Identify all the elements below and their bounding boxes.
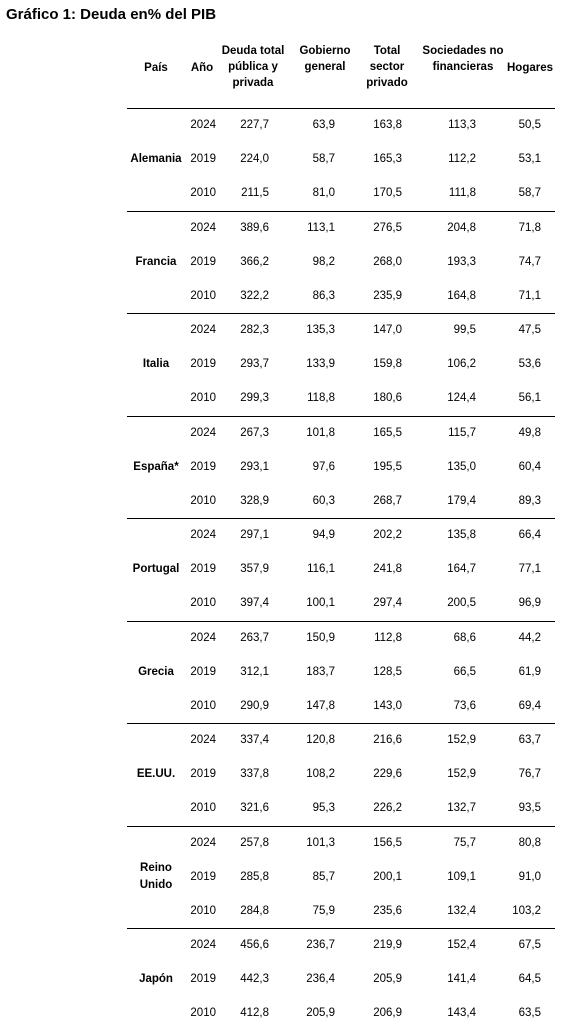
year-cell: 2010 bbox=[190, 700, 216, 712]
value-cell: 109,1 bbox=[447, 871, 476, 883]
value-cell: 285,8 bbox=[240, 871, 269, 883]
value-cell: 112,8 bbox=[374, 632, 402, 644]
value-cell: 135,0 bbox=[447, 461, 476, 473]
value-cell: 312,1 bbox=[240, 666, 269, 678]
year-cell: 2019 bbox=[190, 666, 216, 678]
value-cell: 100,1 bbox=[306, 597, 335, 609]
year-cell: 2010 bbox=[190, 495, 216, 507]
value-cell: 85,7 bbox=[312, 871, 335, 883]
value-cell: 150,9 bbox=[306, 632, 335, 644]
group-divider bbox=[127, 826, 555, 827]
year-cell: 2024 bbox=[190, 427, 216, 439]
value-cell: 58,7 bbox=[518, 187, 541, 199]
column-header-line: financieras bbox=[432, 61, 494, 73]
year-cell: 2010 bbox=[190, 802, 216, 814]
value-cell: 195,5 bbox=[373, 461, 402, 473]
year-cell: 2010 bbox=[190, 187, 216, 199]
year-cell: 2024 bbox=[190, 632, 216, 644]
value-cell: 267,3 bbox=[240, 427, 269, 439]
value-cell: 106,2 bbox=[447, 358, 476, 370]
value-cell: 53,6 bbox=[518, 358, 541, 370]
value-cell: 164,7 bbox=[447, 563, 476, 575]
value-cell: 366,2 bbox=[240, 256, 269, 268]
value-cell: 235,9 bbox=[373, 290, 402, 302]
value-cell: 412,8 bbox=[240, 1007, 269, 1019]
country-label: Portugal bbox=[132, 563, 180, 575]
value-cell: 58,7 bbox=[312, 153, 335, 165]
group-divider bbox=[127, 928, 555, 929]
value-cell: 63,7 bbox=[518, 734, 541, 746]
year-cell: 2019 bbox=[190, 563, 216, 575]
value-cell: 328,9 bbox=[240, 495, 269, 507]
year-cell: 2024 bbox=[190, 222, 216, 234]
value-cell: 128,5 bbox=[373, 666, 402, 678]
value-cell: 268,7 bbox=[373, 495, 402, 507]
value-cell: 205,9 bbox=[306, 1007, 335, 1019]
value-cell: 165,3 bbox=[373, 153, 402, 165]
value-cell: 290,9 bbox=[240, 700, 269, 712]
value-cell: 113,1 bbox=[307, 222, 335, 234]
value-cell: 116,1 bbox=[307, 563, 335, 575]
value-cell: 152,9 bbox=[447, 734, 476, 746]
column-header-line: pública y bbox=[228, 61, 278, 73]
value-cell: 152,4 bbox=[447, 939, 476, 951]
value-cell: 219,9 bbox=[373, 939, 402, 951]
value-cell: 337,4 bbox=[240, 734, 269, 746]
column-header bbox=[290, 43, 360, 75]
value-cell: 297,1 bbox=[240, 529, 269, 541]
value-cell: 108,2 bbox=[306, 768, 335, 780]
value-cell: 141,4 bbox=[447, 973, 476, 985]
value-cell: 71,1 bbox=[518, 290, 541, 302]
chart-title: Gráfico 1: Deuda en% del PIB bbox=[6, 6, 217, 23]
value-cell: 101,3 bbox=[306, 837, 335, 849]
year-cell: 2024 bbox=[190, 837, 216, 849]
value-cell: 299,3 bbox=[240, 392, 269, 404]
value-cell: 180,6 bbox=[373, 392, 402, 404]
year-cell: 2019 bbox=[190, 256, 216, 268]
year-cell: 2010 bbox=[190, 392, 216, 404]
value-cell: 97,6 bbox=[312, 461, 335, 473]
value-cell: 120,8 bbox=[306, 734, 335, 746]
value-cell: 98,2 bbox=[312, 256, 335, 268]
value-cell: 118,8 bbox=[307, 392, 335, 404]
value-cell: 99,5 bbox=[453, 324, 476, 336]
value-cell: 236,4 bbox=[306, 973, 335, 985]
country-label-line: Reino bbox=[140, 862, 172, 874]
year-cell: 2010 bbox=[190, 1007, 216, 1019]
year-cell: 2024 bbox=[190, 939, 216, 951]
value-cell: 81,0 bbox=[312, 187, 335, 199]
value-cell: 68,6 bbox=[453, 632, 476, 644]
value-cell: 95,3 bbox=[312, 802, 335, 814]
value-cell: 263,7 bbox=[240, 632, 269, 644]
value-cell: 241,8 bbox=[373, 563, 402, 575]
column-header-line: Gobierno bbox=[299, 45, 351, 57]
value-cell: 164,8 bbox=[447, 290, 476, 302]
value-cell: 77,1 bbox=[518, 563, 541, 575]
value-cell: 236,7 bbox=[306, 939, 335, 951]
country-label: Francia bbox=[135, 256, 177, 268]
column-header-line: privado bbox=[366, 77, 408, 89]
value-cell: 143,0 bbox=[373, 700, 402, 712]
value-cell: 229,6 bbox=[373, 768, 402, 780]
value-cell: 163,8 bbox=[373, 119, 402, 131]
value-cell: 60,4 bbox=[518, 461, 541, 473]
value-cell: 276,5 bbox=[373, 222, 402, 234]
value-cell: 321,6 bbox=[240, 802, 269, 814]
column-header-line: Sociedades no bbox=[422, 45, 504, 57]
value-cell: 282,3 bbox=[240, 324, 269, 336]
value-cell: 66,5 bbox=[453, 666, 476, 678]
value-cell: 152,9 bbox=[447, 768, 476, 780]
value-cell: 147,8 bbox=[306, 700, 335, 712]
year-cell: 2019 bbox=[190, 358, 216, 370]
year-cell: 2024 bbox=[190, 324, 216, 336]
value-cell: 133,9 bbox=[306, 358, 335, 370]
value-cell: 179,4 bbox=[447, 495, 476, 507]
year-cell: 2024 bbox=[190, 119, 216, 131]
column-header bbox=[502, 60, 558, 76]
value-cell: 235,6 bbox=[373, 905, 402, 917]
group-divider bbox=[127, 621, 555, 622]
column-header-line: Total bbox=[373, 45, 401, 57]
value-cell: 227,7 bbox=[240, 119, 269, 131]
group-divider bbox=[127, 518, 555, 519]
value-cell: 293,1 bbox=[240, 461, 269, 473]
value-cell: 86,3 bbox=[312, 290, 335, 302]
group-divider bbox=[127, 416, 555, 417]
value-cell: 357,9 bbox=[240, 563, 269, 575]
group-divider bbox=[127, 211, 555, 212]
value-cell: 216,6 bbox=[373, 734, 402, 746]
column-header-line: País bbox=[144, 62, 168, 74]
year-cell: 2024 bbox=[190, 734, 216, 746]
year-cell: 2019 bbox=[190, 871, 216, 883]
value-cell: 200,1 bbox=[373, 871, 402, 883]
value-cell: 297,4 bbox=[373, 597, 402, 609]
year-cell: 2010 bbox=[190, 290, 216, 302]
value-cell: 224,0 bbox=[240, 153, 269, 165]
column-header bbox=[413, 43, 513, 75]
value-cell: 132,4 bbox=[447, 905, 476, 917]
value-cell: 293,7 bbox=[240, 358, 269, 370]
value-cell: 132,7 bbox=[447, 802, 476, 814]
column-header bbox=[213, 43, 293, 91]
value-cell: 115,7 bbox=[448, 427, 476, 439]
value-cell: 49,8 bbox=[518, 427, 541, 439]
value-cell: 193,3 bbox=[447, 256, 476, 268]
value-cell: 147,0 bbox=[373, 324, 402, 336]
value-cell: 397,4 bbox=[240, 597, 269, 609]
value-cell: 206,9 bbox=[373, 1007, 402, 1019]
column-header bbox=[136, 60, 176, 76]
value-cell: 66,4 bbox=[518, 529, 541, 541]
value-cell: 156,5 bbox=[373, 837, 402, 849]
value-cell: 61,9 bbox=[518, 666, 541, 678]
value-cell: 337,8 bbox=[240, 768, 269, 780]
value-cell: 63,5 bbox=[518, 1007, 541, 1019]
value-cell: 50,5 bbox=[518, 119, 541, 131]
value-cell: 389,6 bbox=[240, 222, 269, 234]
value-cell: 96,9 bbox=[518, 597, 541, 609]
value-cell: 170,5 bbox=[373, 187, 402, 199]
group-divider bbox=[127, 723, 555, 724]
value-cell: 60,3 bbox=[312, 495, 335, 507]
value-cell: 205,9 bbox=[373, 973, 402, 985]
value-cell: 74,7 bbox=[518, 256, 541, 268]
value-cell: 200,5 bbox=[447, 597, 476, 609]
value-cell: 75,9 bbox=[312, 905, 335, 917]
value-cell: 268,0 bbox=[373, 256, 402, 268]
value-cell: 101,8 bbox=[306, 427, 335, 439]
year-cell: 2019 bbox=[190, 153, 216, 165]
value-cell: 69,4 bbox=[518, 700, 541, 712]
year-cell: 2019 bbox=[190, 461, 216, 473]
value-cell: 456,6 bbox=[240, 939, 269, 951]
value-cell: 76,7 bbox=[518, 768, 541, 780]
value-cell: 64,5 bbox=[518, 973, 541, 985]
value-cell: 91,0 bbox=[518, 871, 541, 883]
value-cell: 226,2 bbox=[373, 802, 402, 814]
column-header-line: privada bbox=[232, 77, 274, 89]
value-cell: 165,5 bbox=[373, 427, 402, 439]
value-cell: 211,5 bbox=[241, 187, 269, 199]
country-label-line: Unido bbox=[139, 879, 173, 891]
value-cell: 75,7 bbox=[453, 837, 476, 849]
country-label: Italia bbox=[142, 358, 170, 370]
country-label: España* bbox=[133, 461, 179, 473]
group-divider bbox=[127, 313, 555, 314]
value-cell: 93,5 bbox=[518, 802, 541, 814]
value-cell: 71,8 bbox=[518, 222, 541, 234]
value-cell: 112,2 bbox=[448, 153, 476, 165]
value-cell: 143,4 bbox=[447, 1007, 476, 1019]
value-cell: 124,4 bbox=[447, 392, 476, 404]
value-cell: 113,3 bbox=[448, 119, 476, 131]
column-header-line: sector bbox=[369, 61, 405, 73]
column-header-line: Deuda total bbox=[221, 45, 285, 57]
value-cell: 47,5 bbox=[518, 324, 541, 336]
year-cell: 2024 bbox=[190, 529, 216, 541]
value-cell: 257,8 bbox=[240, 837, 269, 849]
year-cell: 2010 bbox=[190, 597, 216, 609]
value-cell: 442,3 bbox=[240, 973, 269, 985]
country-label: Japón bbox=[139, 973, 173, 985]
value-cell: 56,1 bbox=[518, 392, 541, 404]
value-cell: 204,8 bbox=[447, 222, 476, 234]
year-cell: 2010 bbox=[190, 905, 216, 917]
country-label: Grecia bbox=[138, 666, 174, 678]
value-cell: 183,7 bbox=[306, 666, 335, 678]
value-cell: 135,3 bbox=[306, 324, 335, 336]
value-cell: 135,8 bbox=[447, 529, 476, 541]
value-cell: 284,8 bbox=[240, 905, 269, 917]
value-cell: 103,2 bbox=[512, 905, 541, 917]
column-header bbox=[357, 43, 417, 91]
value-cell: 94,9 bbox=[312, 529, 335, 541]
value-cell: 63,9 bbox=[312, 119, 335, 131]
value-cell: 322,2 bbox=[240, 290, 269, 302]
value-cell: 53,1 bbox=[518, 153, 541, 165]
value-cell: 80,8 bbox=[518, 837, 541, 849]
column-header-line: Año bbox=[190, 62, 214, 74]
country-label: Alemania bbox=[130, 153, 182, 165]
column-header-line: general bbox=[304, 61, 346, 73]
value-cell: 73,6 bbox=[453, 700, 476, 712]
value-cell: 202,2 bbox=[373, 529, 402, 541]
value-cell: 89,3 bbox=[518, 495, 541, 507]
year-cell: 2019 bbox=[190, 973, 216, 985]
value-cell: 67,5 bbox=[518, 939, 541, 951]
value-cell: 159,8 bbox=[373, 358, 402, 370]
value-cell: 44,2 bbox=[518, 632, 541, 644]
group-divider bbox=[127, 108, 555, 109]
country-label: EE.UU. bbox=[136, 768, 176, 780]
year-cell: 2019 bbox=[190, 768, 216, 780]
value-cell: 111,8 bbox=[448, 187, 476, 199]
column-header-line: Hogares bbox=[506, 62, 554, 74]
